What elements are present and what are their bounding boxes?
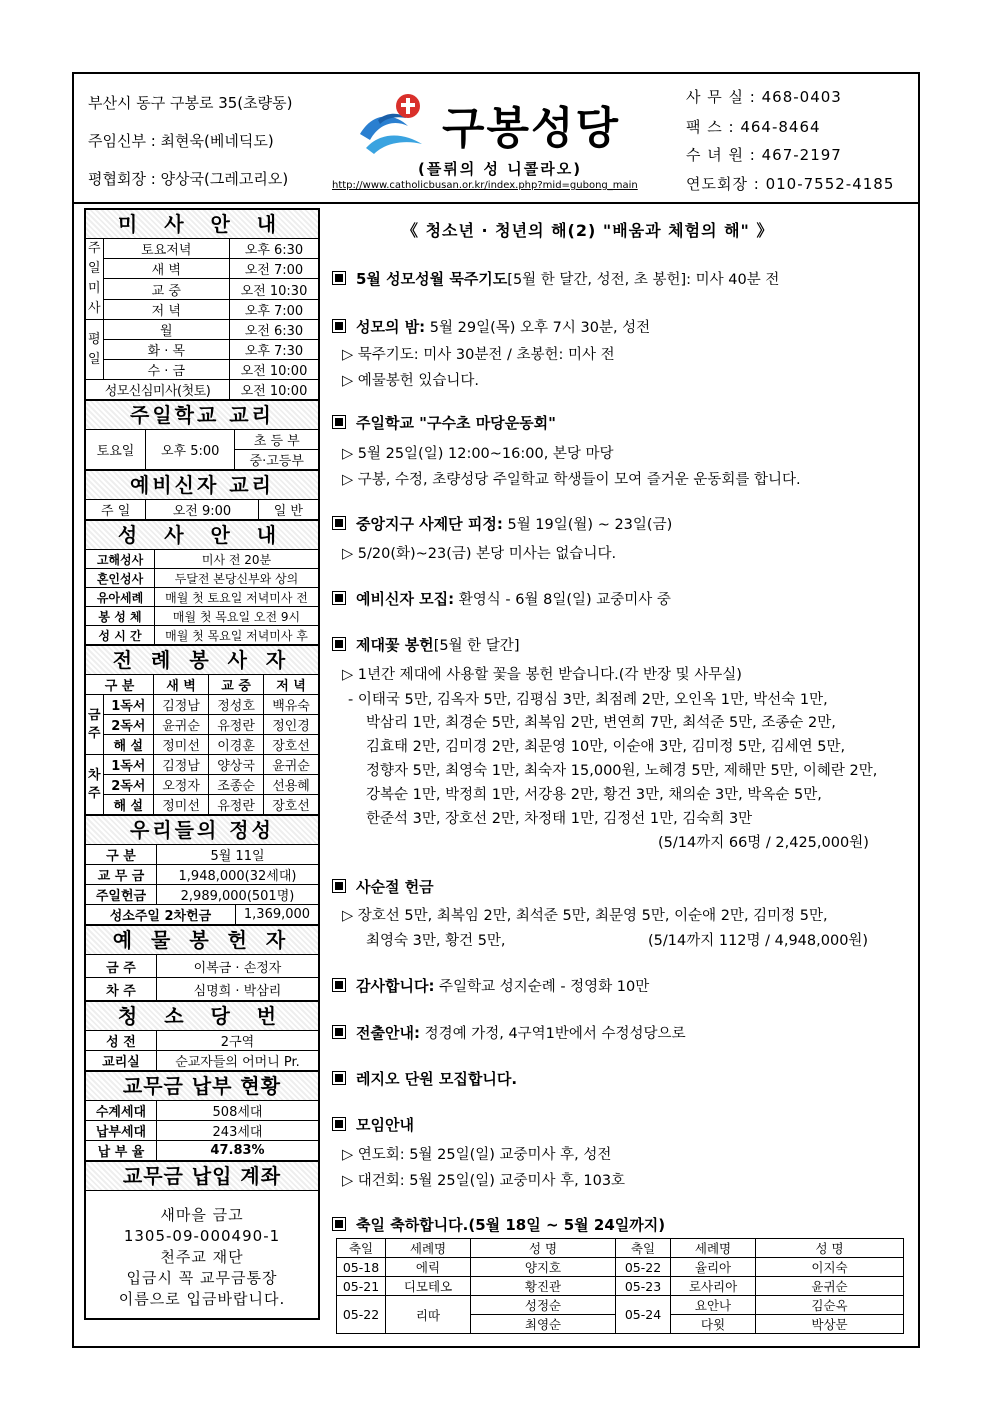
catechumen-table: 주 일 오전 9:00 일 반 <box>86 500 318 520</box>
contact-office: 사 무 실 : 468-0403 <box>686 88 842 106</box>
lent-item: 사순절 헌금 <box>332 876 434 897</box>
pastor: 주임신부 : 최현욱(베네딕도) <box>88 132 274 150</box>
theme-title: 《 청소년 · 청년의 해(2) "배움과 체험의 해" 》 <box>402 221 774 240</box>
mass-schedule: 주 일 미 사 토요저녁 오후 6:30 새 벽 오전 7:00 교 중 오전 10:30 저 녁 오후 7:00 평 일 월 오전 6:30 화 · 목 오후 7:30 수 · 금 오전 10:00 성모신심미사(첫토) 오전 10:00 <box>86 239 318 400</box>
cleaning-table: 성 전 2구역 교리실 순교자들의 어머니 Pr. <box>86 1031 318 1071</box>
contact-memorial-chair: 연도회장 : 010-7552-4185 <box>686 175 895 193</box>
square-bullet-icon <box>332 1071 346 1085</box>
server-title: 전 례 봉 사 자 <box>86 645 318 675</box>
server-table: 구 분 새 벽 교 중 저 녁 금 주 1독서 김정남 정성호 백유숙 2독서 윤귀순 유정란 정인경 해 설 정미선 이경훈 장호선 차 주 1독서 김정남 양상국 윤귀순 2독서 오정자 조종순 선용혜 해 설 정미선 유정란 장호선 <box>86 675 318 815</box>
mary-night-item: 성모의 밤: 5월 29일(목) 오후 7시 30분, 성전 <box>332 316 650 337</box>
offering-title: 우리들의 정성 <box>86 815 318 845</box>
sunday-school-table: 토요일 오후 5:00 초 등 부 중·고등부 <box>86 430 318 470</box>
gift-table: 금 주 이복금 · 손정자 차 주 심명희 · 박삼리 <box>86 955 318 1001</box>
sacrament-title: 성 사 안 내 <box>86 520 318 550</box>
sunday-school-title: 주일학교 교리 <box>86 400 318 430</box>
next-week-label: 차 주 <box>86 755 103 815</box>
gift-title: 예 물 봉 헌 자 <box>86 925 318 955</box>
flower-item: 제대꽃 봉헌[5월 한 달간] <box>332 634 519 655</box>
thanks-item: 감사합니다: 주일학교 성지순례 - 정영화 10만 <box>332 975 649 996</box>
patron-saint: (플뤼의 성 니콜라오) <box>418 160 583 178</box>
sunday-school-item: 주일학교 "구수초 마당운동회" <box>332 412 556 433</box>
square-bullet-icon <box>332 978 346 992</box>
table-row: 05-18 에릭 양지호 05-22 율리아 이지숙 <box>337 1258 904 1277</box>
feast-item: 축일 축하합니다.(5월 18일 ~ 5월 24일까지) <box>332 1214 665 1235</box>
table-row: 05-21 디모테오 황진관 05-23 로사리아 윤귀순 <box>337 1277 904 1296</box>
dues-table: 수계세대 508세대 납부세대 243세대 납 부 율 47.83% <box>86 1101 318 1161</box>
mass-title: 미 사 안 내 <box>86 210 318 239</box>
recruit-item: 예비신자 모집: 환영식 - 6월 8일(일) 교중미사 중 <box>332 588 671 609</box>
website-link[interactable]: http://www.catholicbusan.or.kr/index.php?mid=gubong_main <box>332 180 638 191</box>
this-week-label: 금 주 <box>86 695 103 755</box>
sacrament-table: 고해성사 미사 전 20분 혼인성사 두달전 본당신부와 상의 유아세례 매월 첫 토요일 저녁미사 전 봉 성 체 매월 첫 목요일 오전 9시 성 시 간 매월 첫 목요일 저녁미사 후 <box>86 550 318 645</box>
cleaning-title: 청 소 당 번 <box>86 1001 318 1031</box>
contact-fax: 팩 스 : 464-8464 <box>686 118 821 136</box>
transfer-item: 전출안내: 정경예 가정, 4구역1반에서 수정성당으로 <box>332 1022 686 1043</box>
sunday-label: 주 일 미 사 <box>86 239 103 320</box>
contact-convent: 수 녀 원 : 467-2197 <box>686 146 842 164</box>
bulletin-frame: 부산시 동구 구봉로 35(초량동) 주임신부 : 최현욱(베네딕도) 평협회장 : 양상국(그레고리오) 구봉성당 (플뤼의 성 니콜라오) http://www.catholicbusan.or.kr/index.php?mid=gubong_main 사 무 실 : 468-0403 팩 스 : 464-8464 수 녀 원 : 467-2197 연도회장 : 010-7552-4185 미 사 안 내 주 일 미 사 토요저녁 오후 6:30 새 벽 오전 7:00 교 중 오전 10:30 저 녁 오후 7:00 평 일 월 오전 6:30 화 · 목 오후 7:30 수 · 금 오전 10:00 성모신심미사(첫토) 오전 10:00 주일학교 교리 토요일 오후 5:00 초 등 부 중·고등부 예비신자 교리 주 일 오전 9:00 일 반 성 사 안 내 고해성사 미사 전 20분 혼인성사 두달전 본당신부와 상의 유아세례 매월 첫 토요일 저녁미사 전 봉 성 체 매월 첫 목요일 오전 9시 성 시 간 매월 첫 목요일 저녁미사 후 전 례 봉 사 자 구 분 새 벽 교 중 저 녁 금 주 1독서 김정남 정성호 백유숙 2독서 윤귀순 유정란 정인경 해 설 정미선 이경훈 장호선 차 주 1독서 김정남 양상국 윤귀순 2독서 오정자 조종순 선용혜 해 설 정미선 유정란 장호선 우리들의 정성 구 분 5월 11일 교 무 금 1,948,000(32세대) 주일헌금 2,989,000(501명) 성소주일 2차헌금 1,369,000 예 물 봉 헌 자 금 주 이복금 · 손정자 차 주 심명희 · 박삼리 청 소 당 번 성 전 2구역 교리실 순교자들의 어머니 Pr. 교무금 납부 현황 수계세대 508세대 납부세대 243세대 납 부 율 47.83% 교무금 납입 계좌 새마을 금고 1305-09-000490-1 천주교 재단 입금시 꼭 교무금통장 이름으로 입금바랍니다. 《 청소년 · 청년의 해(2) "배움과 체험의 해" 》 5월 성모성월 묵주기도[5월 한 달간, 성전, 초 봉헌]: 미사 40분 전 성모의 밤: 5월 29일(목) 오후 7시 30분, 성전 ▷ 묵주기도: 미사 30분전 / 초봉헌: 미사 전 ▷ 예물봉헌 있습니다. 주일학교 "구수초 마당운동회" ▷ 5월 25일(일) 12:00~16:00, 본당 마당 ▷ 구봉, 수정, 초량성당 주일학교 학생들이 모여 즐거운 운동회를 합니다. 중앙지구 사제단 피정: 5월 19일(월) ~ 23일(금) ▷ 5/20(화)~23(금) 본당 미사는 없습니다. 예비신자 모집: 환영식 - 6월 8일(일) 교중미사 중 제대꽃 봉헌[5월 한 달간] ▷ 1년간 제대에 사용할 꽃을 봉헌 받습니다.(각 반장 및 사무실) - 이태국 5만, 김옥자 5만, 김평심 3만, 최점례 2만, 오인옥 1만, 박선숙 1만, 박삼리 1만, 최경순 5만, 최복임 2만, 변연희 7만, 최석준 5만, 조종순 2만, 김효태 2만, 김미경 2만, 최문영 10만, 이순애 3만, 김미정 5만, 김세연 5만, 정향자 5만, 최영숙 1만, 최숙자 15,000원, 노혜경 5만, 제해만 5만, 이혜란 2만, 강복순 1만, 박정희 1만, 서강용 2만, 황건 3만, 채의순 3만, 박옥순 5만, 한준석 3만, 장호선 2만, 차정태 1만, 김정선 1만, 김숙희 3만 (5/14까지 66명 / 2,425,000원) 사순절 헌금 ▷ 장호선 5만, 최복임 2만, 최석준 5만, 최문영 5만, 이순애 2만, 김미정 5만, 최영숙 3만, 황건 5만, (5/14까지 112명 / 4,948,000원) 감사합니다: 주일학교 성지순례 - 정영화 10만 전출안내: 정경예 가정, 4구역1반에서 수정성당으로 레지오 단원 모집합니다. 모임안내 ▷ 연도회: 5월 25일(일) 교중미사 후, 성전 ▷ 대건회: 5월 25일(일) 교중미사 후, 103호 축일 축하합니다.(5월 18일 ~ 5월 24일까지) 축일 세례명 성 명 축일 세례명 성 명 05-18 에릭 양지호 05-22 율리아 이지숙 05-21 디모테오 황진관 05-23 로사리아 윤귀순 05-22 리따 성정순 05-24 요안나 김순옥 최영순 다윗 박상문 <box>72 72 920 1348</box>
feast-table: 축일 세례명 성 명 축일 세례명 성 명 05-18 에릭 양지호 05-22 율리아 이지숙 05-21 디모테오 황진관 05-23 로사리아 윤귀순 05-22 리따 성정순 05-24 요안나 김순옥 최영순 다윗 박상문 <box>336 1238 904 1334</box>
square-bullet-icon <box>332 591 346 605</box>
bank-account: 새마을 금고 1305-09-000490-1 천주교 재단 입금시 꼭 교무금통장 이름으로 입금바랍니다. <box>118 1206 286 1308</box>
address: 부산시 동구 구봉로 35(초량동) <box>88 94 293 112</box>
square-bullet-icon <box>332 1117 346 1131</box>
square-bullet-icon <box>332 319 346 333</box>
sidebar <box>84 208 320 1320</box>
square-bullet-icon <box>332 1217 346 1231</box>
meeting-item: 모임안내 <box>332 1114 414 1135</box>
church-logo-icon <box>356 90 436 158</box>
legio-item: 레지오 단원 모집합니다. <box>332 1068 517 1089</box>
rosary-item: 5월 성모성월 묵주기도[5월 한 달간, 성전, 초 봉헌]: 미사 40분 전 <box>332 268 779 289</box>
square-bullet-icon <box>332 879 346 893</box>
table-row: 05-22 리따 성정순 05-24 요안나 김순옥 <box>337 1296 904 1315</box>
retreat-item: 중앙지구 사제단 피정: 5월 19일(월) ~ 23일(금) <box>332 513 672 534</box>
council-president: 평협회장 : 양상국(그레고리오) <box>88 170 289 188</box>
bulletin-header <box>74 74 918 204</box>
table-row: 최영순 다윗 박상문 <box>337 1315 904 1334</box>
catechumen-title: 예비신자 교리 <box>86 470 318 500</box>
square-bullet-icon <box>332 1025 346 1039</box>
square-bullet-icon <box>332 637 346 651</box>
square-bullet-icon <box>332 271 346 285</box>
square-bullet-icon <box>332 516 346 530</box>
square-bullet-icon <box>332 415 346 429</box>
offering-table: 구 분 5월 11일 교 무 금 1,948,000(32세대) 주일헌금 2,989,000(501명) 성소주일 2차헌금 1,369,000 <box>86 845 318 925</box>
church-name: 구봉성당 <box>442 103 621 154</box>
dues-title: 교무금 납부 현황 <box>86 1071 318 1101</box>
account-title: 교무금 납입 계좌 <box>86 1161 318 1191</box>
weekday-label: 평 일 <box>86 320 103 380</box>
